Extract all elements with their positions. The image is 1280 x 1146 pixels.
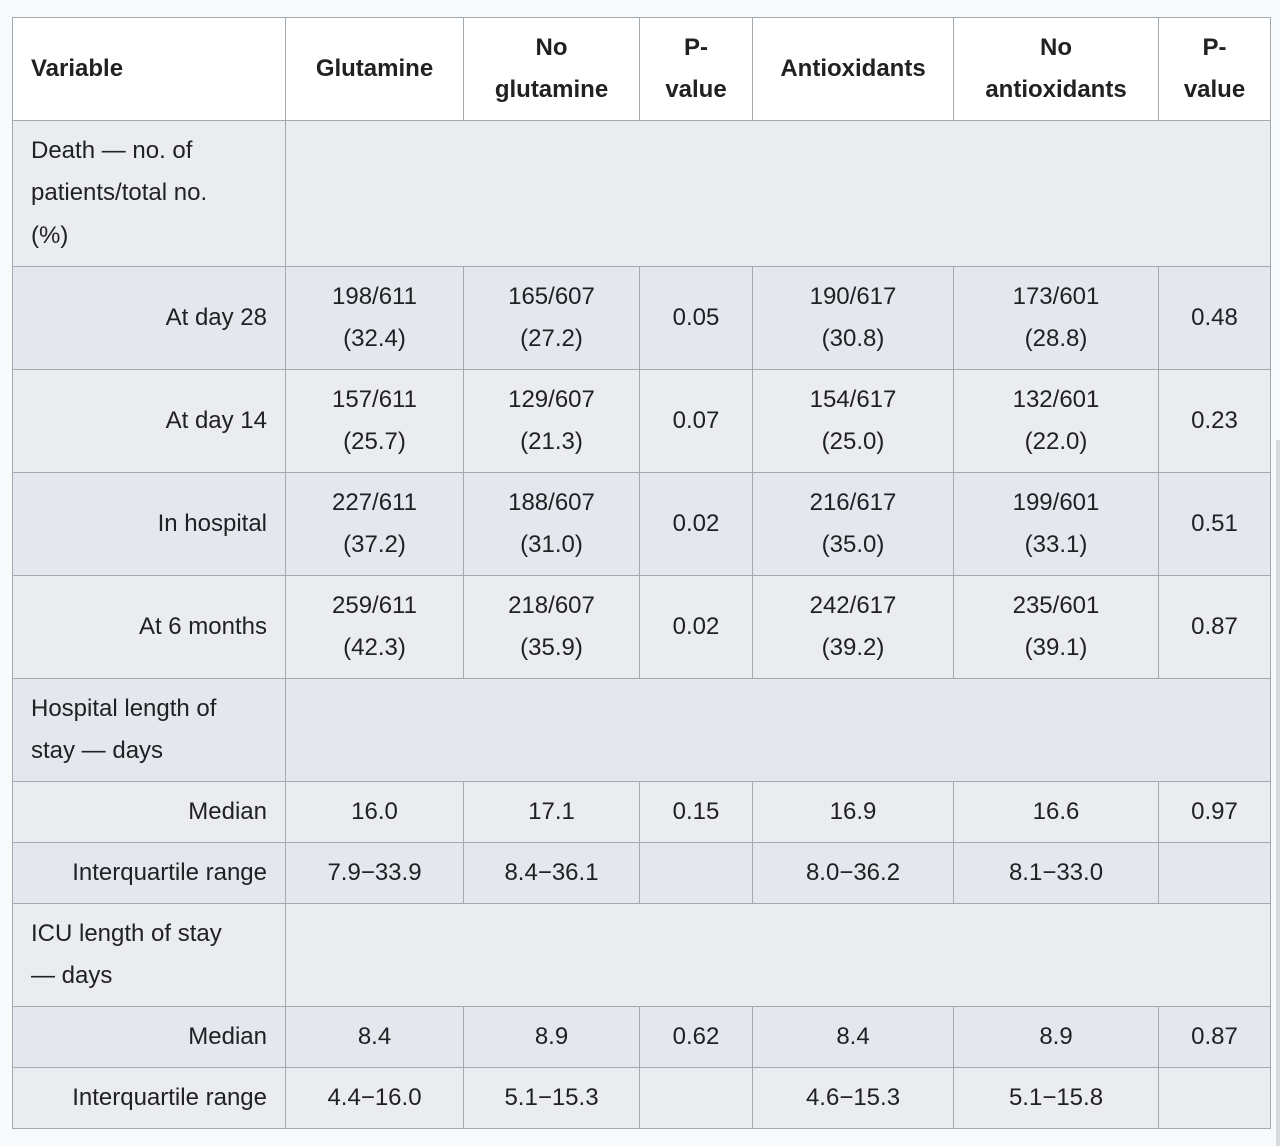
header-no-glutamine [464,18,640,121]
header-no-antioxidants-line-2: antioxidants [985,76,1127,103]
cell-percent: (37.2) [343,531,406,558]
cell-no-antioxidants: 8.9 [954,1007,1159,1068]
cell-p-value-2: 0.48 [1159,267,1271,370]
header-no-glutamine-line-2: glutamine [494,76,609,103]
cell-percent: (30.8) [821,325,885,352]
row-label: Interquartile range [13,1068,286,1129]
cell-percent: (32.4) [343,325,406,352]
section-filler [286,679,1271,782]
table-row-6-months [13,576,1271,679]
cell-antioxidants [753,576,954,679]
cell-glutamine: 8.4 [286,1007,464,1068]
cell-p-value-1: 0.07 [640,370,753,473]
cell-count: 259/611 [332,591,417,619]
cell-percent: (27.2) [520,325,583,352]
cell-p-value-1: 0.15 [640,782,753,843]
cell-count: 173/601 [1012,282,1100,310]
header-variable: Variable [13,18,286,121]
header-p-value-1-line-1: P- [684,33,708,61]
cell-no-glutamine [464,370,640,473]
row-label: At day 14 [13,370,286,473]
cell-no-antioxidants [954,370,1159,473]
cell-no-antioxidants: 5.1−15.8 [954,1068,1159,1129]
results-table [12,17,1271,1129]
cell-no-glutamine [464,267,640,370]
cell-p-value-2: 0.51 [1159,473,1271,576]
table-row-in-hospital [13,473,1271,576]
cell-p-value-1: 0.02 [640,576,753,679]
section-label-hospital-los [13,679,286,782]
table-row-hospital-median [13,782,1271,843]
cell-percent: (35.9) [520,634,583,661]
cell-count: 165/607 [508,282,595,310]
cell-glutamine [286,267,464,370]
cell-p-value-1 [640,843,753,904]
cell-count: 216/617 [809,488,897,516]
section-filler [286,904,1271,1007]
cell-count: 132/601 [1012,385,1100,413]
cell-percent: (33.1) [1024,531,1088,558]
cell-count: 235/601 [1012,591,1100,619]
section-label-line: Death — no. of [31,136,193,164]
cell-count: 129/607 [508,385,595,413]
cell-no-glutamine [464,473,640,576]
header-glutamine: Glutamine [286,18,464,121]
row-label: Interquartile range [13,843,286,904]
cell-antioxidants [753,370,954,473]
cell-no-antioxidants: 8.1−33.0 [954,843,1159,904]
cell-percent: (39.2) [821,634,885,661]
cell-glutamine [286,370,464,473]
cell-no-glutamine: 17.1 [464,782,640,843]
section-filler [286,121,1271,267]
cell-antioxidants: 8.4 [753,1007,954,1068]
cell-no-antioxidants [954,576,1159,679]
cell-p-value-2: 0.87 [1159,1007,1271,1068]
section-label-line: stay — days [31,737,164,764]
table-row-icu-iqr [13,1068,1271,1129]
cell-antioxidants: 4.6−15.3 [753,1068,954,1129]
section-label-line: (%) [31,221,69,249]
table-row-hospital-iqr [13,843,1271,904]
cell-percent: (25.7) [343,428,406,455]
header-p-value-2-line-1: P- [1202,33,1227,61]
header-row [13,18,1271,121]
header-no-antioxidants-line-1: No [1040,33,1072,61]
section-label-death [13,121,286,267]
cell-no-antioxidants [954,267,1159,370]
header-p-value-1 [640,18,753,121]
cell-percent: (39.1) [1024,634,1088,661]
cell-glutamine: 16.0 [286,782,464,843]
row-label: Median [13,782,286,843]
cell-antioxidants: 16.9 [753,782,954,843]
section-label-line: Hospital length of [31,694,217,722]
section-label-line: patients/total no. [31,179,208,207]
table-row-icu-median [13,1007,1271,1068]
cell-percent: (42.3) [343,634,406,661]
row-label: Median [13,1007,286,1068]
cell-p-value-2 [1159,1068,1271,1129]
cell-glutamine [286,473,464,576]
cell-count: 190/617 [809,282,897,310]
cell-p-value-1: 0.62 [640,1007,753,1068]
cell-percent: (21.3) [520,428,583,455]
section-row-death [13,121,1271,267]
cell-count: 154/617 [809,385,897,413]
section-row-hospital-los [13,679,1271,782]
cell-percent: (35.0) [821,531,885,558]
cell-p-value-2: 0.97 [1159,782,1271,843]
cell-percent: (28.8) [1024,325,1088,352]
cell-no-antioxidants [954,473,1159,576]
table-row-day14 [13,370,1271,473]
header-p-value-2 [1159,18,1271,121]
cell-count: 218/607 [508,591,595,619]
table-row-day28 [13,267,1271,370]
cell-count: 198/611 [332,282,417,310]
cell-percent: (22.0) [1024,428,1088,455]
cell-no-glutamine: 8.9 [464,1007,640,1068]
cell-p-value-2: 0.23 [1159,370,1271,473]
section-row-icu-los [13,904,1271,1007]
cell-no-glutamine [464,576,640,679]
cell-p-value-1: 0.05 [640,267,753,370]
cell-percent: (31.0) [520,531,583,558]
header-p-value-1-line-2: value [665,76,727,103]
cell-count: 157/611 [332,385,417,413]
cell-no-glutamine: 5.1−15.3 [464,1068,640,1129]
cell-antioxidants: 8.0−36.2 [753,843,954,904]
cell-p-value-2: 0.87 [1159,576,1271,679]
header-no-glutamine-line-1: No [535,33,568,61]
row-label: In hospital [13,473,286,576]
cell-count: 188/607 [508,488,595,516]
section-label-line: ICU length of stay [31,919,222,947]
cell-antioxidants [753,473,954,576]
cell-count: 242/617 [809,591,897,619]
cell-glutamine [286,576,464,679]
cell-no-glutamine: 8.4−36.1 [464,843,640,904]
header-p-value-2-line-2: value [1183,76,1246,103]
cell-no-antioxidants: 16.6 [954,782,1159,843]
cell-percent: (25.0) [821,428,885,455]
cell-p-value-2 [1159,843,1271,904]
cell-p-value-1 [640,1068,753,1129]
row-label: At day 28 [13,267,286,370]
section-label-icu-los [13,904,286,1007]
cell-glutamine: 4.4−16.0 [286,1068,464,1129]
cell-count: 227/611 [332,488,417,516]
section-label-line: — days [31,962,113,989]
cell-antioxidants [753,267,954,370]
cell-count: 199/601 [1012,488,1100,516]
row-label: At 6 months [13,576,286,679]
cell-glutamine: 7.9−33.9 [286,843,464,904]
header-antioxidants: Antioxidants [753,18,954,121]
cell-p-value-1: 0.02 [640,473,753,576]
scrollbar-track[interactable] [1276,440,1280,1146]
header-no-antioxidants [954,18,1159,121]
